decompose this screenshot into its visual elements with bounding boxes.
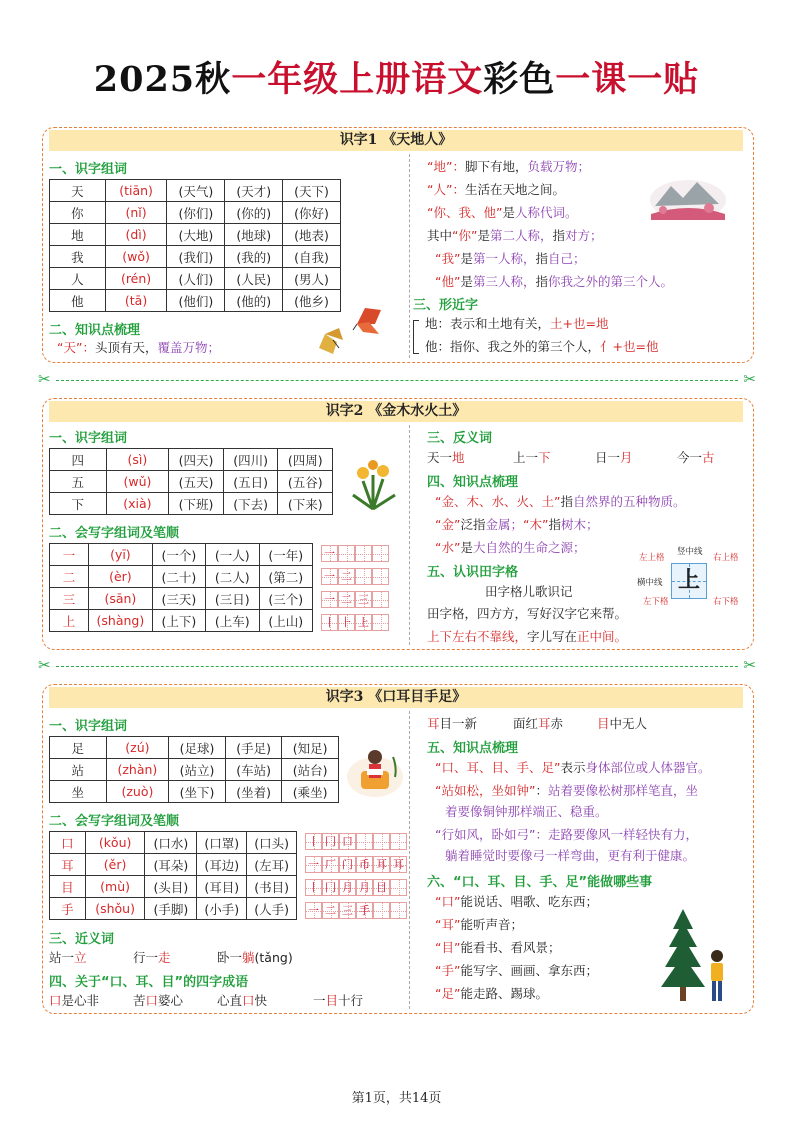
stroke-order-grid	[305, 902, 407, 919]
stroke-cell	[390, 902, 407, 919]
word-table	[49, 179, 341, 312]
table-row	[50, 471, 333, 493]
word-cell: (地表)	[283, 224, 341, 246]
word-cell: (上山)	[259, 610, 312, 632]
stroke-cell	[355, 545, 372, 562]
table-row	[50, 898, 297, 920]
table-row	[50, 180, 341, 202]
pinyin-cell: (zú)	[106, 737, 169, 759]
knowledge-line: “他”是第三人称，指你我之外的第三个人。	[435, 274, 674, 289]
lesson-3-heading: 识字3 《口耳目手足》	[49, 687, 743, 708]
stroke-cell	[305, 902, 322, 919]
scissors-icon: ✂	[38, 656, 51, 674]
pinyin-cell: (mù)	[85, 876, 145, 898]
idiom: 面红耳赤	[513, 716, 564, 731]
stroke-order-grid	[321, 545, 389, 562]
section-heading: 一、识字组词	[49, 162, 128, 177]
section-heading: 四、关于“口、耳、目”的四字成语	[49, 975, 249, 990]
stroke-char: 三	[358, 593, 369, 606]
pinyin-cell: (wǒ)	[105, 246, 167, 268]
column-divider	[409, 711, 410, 1009]
word-cell: (耳目)	[197, 876, 247, 898]
word-cell: (人民)	[225, 268, 283, 290]
stroke-cell	[339, 833, 356, 850]
stroke-char: 币	[359, 858, 370, 871]
word-cell: (我们)	[167, 246, 225, 268]
antonym: 今一古	[677, 450, 715, 465]
stroke-cell	[305, 856, 322, 873]
stroke-char: 耳	[393, 858, 404, 871]
word-cell: (三日)	[206, 588, 259, 610]
lesson-1-heading: 识字1 《天地人》	[49, 130, 743, 151]
word-cell: (耳朵)	[145, 854, 197, 876]
table-row	[50, 588, 313, 610]
ability-line: “足”能走路、踢球。	[435, 986, 548, 1001]
pinyin-cell: (shǒu)	[85, 898, 145, 920]
pinyin-cell: (tā)	[105, 290, 167, 312]
section-heading: 六、“口、耳、目、手、足”能做哪些事	[427, 875, 653, 890]
char-cell: 站	[50, 759, 107, 781]
idiom: 口是心非	[49, 993, 100, 1008]
knowledge-line: “水”是大自然的生命之源；	[435, 540, 586, 555]
stroke-cell	[372, 614, 389, 631]
char-cell: 足	[50, 737, 107, 759]
word-cell: (天气)	[167, 180, 225, 202]
knowledge-line: “天”：头顶有天，覆盖万物；	[57, 340, 220, 355]
table-row	[50, 832, 297, 854]
char-cell: 下	[50, 493, 107, 515]
stroke-cell	[356, 902, 373, 919]
stroke-char: 一	[324, 570, 335, 583]
word-cell: (一人)	[206, 544, 259, 566]
idiom: 苦口婆心	[133, 993, 184, 1008]
stroke-cell	[321, 591, 338, 608]
word-cell: (坐下)	[169, 781, 226, 803]
ability-line: “目”能看书、看风景；	[435, 940, 561, 955]
word-cell: (三天)	[152, 588, 205, 610]
stroke-cell	[321, 568, 338, 585]
word-cell: (二人)	[206, 566, 259, 588]
word-cell: (天才)	[225, 180, 283, 202]
table-row	[50, 566, 313, 588]
section-heading: 三、反义词	[427, 431, 493, 446]
cut-line	[38, 656, 756, 674]
section-heading: 五、认识田字格	[427, 565, 519, 580]
stroke-cell	[338, 591, 355, 608]
word-cell: (口头)	[247, 832, 297, 854]
section-heading: 二、会写字组词及笔顺	[49, 526, 180, 541]
word-cell: (第二)	[259, 566, 312, 588]
stroke-char: 一	[308, 858, 319, 871]
stroke-char: 冂	[325, 881, 336, 894]
pinyin-cell: (shàng)	[89, 610, 153, 632]
table-row	[50, 610, 313, 632]
page-title: 2025秋一年级上册语文彩色一课一贴	[93, 59, 700, 100]
stroke-char: 一	[308, 904, 319, 917]
stroke-cell	[355, 614, 372, 631]
lesson-3-card	[42, 684, 754, 1014]
similar-char-line: 地：表示和土地有关，土+也=地	[425, 316, 609, 331]
table-row	[50, 544, 313, 566]
idiom: 耳目一新	[427, 716, 478, 731]
pinyin-cell: (xià)	[106, 493, 169, 515]
write-table	[49, 543, 313, 632]
stroke-cell	[322, 879, 339, 896]
word-cell: (一个)	[152, 544, 205, 566]
rhyme-line: 上下左右不靠线，字儿写在正中间。	[427, 629, 628, 644]
column-divider	[409, 425, 410, 645]
word-cell: (下来)	[278, 493, 333, 515]
pinyin-cell: (zhàn)	[106, 759, 169, 781]
stroke-cell	[322, 856, 339, 873]
word-cell: (自我)	[283, 246, 341, 268]
table-row	[50, 449, 333, 471]
stroke-cell	[390, 879, 407, 896]
stroke-char: 耳	[376, 858, 387, 871]
stroke-cell	[339, 856, 356, 873]
stroke-char: 二	[341, 593, 352, 606]
word-cell: (五日)	[223, 471, 278, 493]
word-cell: (足球)	[169, 737, 226, 759]
char-cell: 三	[50, 588, 89, 610]
knowledge-line: 着要像铜钟那样端正、稳重。	[445, 804, 608, 819]
table-row	[50, 876, 297, 898]
rhyme-title: 田字格儿歌识记	[485, 584, 573, 599]
word-cell: (四川)	[223, 449, 278, 471]
stroke-char: 门	[342, 858, 353, 871]
stroke-order-grid	[321, 591, 389, 608]
word-cell: (你好)	[283, 202, 341, 224]
cut-line	[38, 370, 756, 388]
word-cell: (男人)	[283, 268, 341, 290]
stroke-cell	[390, 833, 407, 850]
stroke-cell	[372, 568, 389, 585]
pinyin-cell: (zuò)	[106, 781, 169, 803]
stroke-cell	[356, 879, 373, 896]
char-cell: 四	[50, 449, 107, 471]
char-cell: 地	[50, 224, 106, 246]
table-row	[50, 202, 341, 224]
girl-reading-icon	[345, 737, 405, 799]
stroke-char: 丨	[324, 616, 335, 629]
word-cell: (口水)	[145, 832, 197, 854]
stroke-char: 二	[341, 570, 352, 583]
section-heading: 四、知识点梳理	[427, 475, 519, 490]
word-cell: (人手)	[247, 898, 297, 920]
flower-icon	[343, 451, 403, 511]
stroke-cell	[356, 856, 373, 873]
stroke-cell	[372, 591, 389, 608]
stroke-char: 手	[359, 904, 370, 917]
butterfly-icon	[317, 304, 387, 356]
scissors-icon: ✂	[38, 370, 51, 388]
idiom: 一目十行	[313, 993, 364, 1008]
section-heading: 一、识字组词	[49, 719, 128, 734]
word-cell: (你们)	[167, 202, 225, 224]
antonym: 上一下	[513, 450, 551, 465]
pine-tree-icon	[659, 907, 707, 1003]
knowledge-line: “我”是第一人称，指自己；	[435, 251, 586, 266]
idiom: 目中无人	[597, 716, 648, 731]
knowledge-line: “人”：生活在天地之间。	[427, 182, 565, 197]
table-row	[50, 246, 341, 268]
child-icon	[707, 949, 727, 1005]
stroke-order-grid	[305, 879, 407, 896]
word-cell: (五天)	[169, 471, 224, 493]
pinyin-cell: (sān)	[89, 588, 153, 610]
word-cell: (站台)	[282, 759, 339, 781]
stroke-cell	[305, 879, 322, 896]
stroke-cell	[338, 568, 355, 585]
word-cell: (书目)	[247, 876, 297, 898]
char-cell: 他	[50, 290, 106, 312]
word-cell: (下去)	[223, 493, 278, 515]
table-row	[50, 854, 297, 876]
knowledge-line: “行如风，卧如弓”：走路要像风一样轻快有力，	[435, 827, 698, 842]
pinyin-cell: (nǐ)	[105, 202, 167, 224]
ability-line: “口”能说话、唱歌、吃东西；	[435, 894, 598, 909]
char-cell: 天	[50, 180, 106, 202]
knowledge-line: “你、我、他”是人称代词。	[427, 205, 578, 220]
synonym: 站一立	[49, 950, 87, 965]
word-cell: (他的)	[225, 290, 283, 312]
column-divider	[409, 154, 410, 358]
landscape-icon	[649, 174, 727, 222]
word-cell: (一年)	[259, 544, 312, 566]
stroke-cell	[305, 833, 322, 850]
stroke-cell	[373, 833, 390, 850]
synonym: 行一走	[133, 950, 171, 965]
stroke-char: 一	[324, 547, 335, 560]
stroke-char: 一	[324, 593, 335, 606]
lesson-2-card: 识字2 《金木水火土》 一、识字组词 四 (sì) (四天) (四川) (四周) 五 (wǔ) (五天) (五日) (五谷) 下 (xià) (下班) (下去) (下来) 二、会写字组词及笔顺 一 (yī) (一个) (一人) (一年) 二 (èr) (二十) (二人) (第二) 三 (sān) (三天) (三日) (三个) 上 (shàng) (上下) (上车) (上山) 一 一 二 一 二 三 丨 ⺊ 上 三、反义词 天一地 上一下 日一月 今一古 四、知识点梳理 “金、木、水、火、土”指自然界的五种物质。 “金”泛指金属；“木”指树木； “水”是大自然的生命之源； 五、认识田字格 田字格儿歌识记 田字格，四方方，写好汉字它来帮。 上下左右不靠线，字儿写在正中间。 竖中线 左上格 右上格 横中线 上 左下格 右下格	[42, 398, 754, 650]
char-cell: 口	[50, 832, 86, 854]
pinyin-cell: (wǔ)	[106, 471, 169, 493]
word-cell: (地球)	[225, 224, 283, 246]
word-cell: (二十)	[152, 566, 205, 588]
section-heading: 一、识字组词	[49, 431, 128, 446]
knowledge-line: “金、木、水、火、土”指自然界的五种物质。	[435, 494, 686, 509]
section-heading: 二、会写字组词及笔顺	[49, 814, 180, 829]
word-cell: (车站)	[225, 759, 282, 781]
stroke-char: 冂	[325, 835, 336, 848]
stroke-cell	[321, 545, 338, 562]
table-row	[50, 290, 341, 312]
word-cell: (下班)	[169, 493, 224, 515]
table-row	[50, 268, 341, 290]
ability-line: “手”能写字、画画、拿东西；	[435, 963, 598, 978]
word-cell: (大地)	[167, 224, 225, 246]
stroke-char: 厂	[325, 858, 336, 871]
char-cell: 目	[50, 876, 86, 898]
stroke-cell	[338, 545, 355, 562]
stroke-order-grid	[305, 833, 407, 850]
stroke-order-grid	[305, 856, 407, 873]
stroke-char: 上	[358, 616, 369, 629]
stroke-order-grid	[321, 614, 389, 631]
section-heading: 三、形近字	[413, 298, 479, 313]
stroke-cell	[390, 856, 407, 873]
knowledge-line: “金”泛指金属；“木”指树木；	[435, 517, 599, 532]
stroke-cell	[373, 879, 390, 896]
stroke-cell	[372, 545, 389, 562]
stroke-cell	[355, 568, 372, 585]
scissors-icon: ✂	[743, 370, 756, 388]
stroke-cell	[356, 833, 373, 850]
stroke-cell	[355, 591, 372, 608]
pinyin-cell: (sì)	[106, 449, 169, 471]
word-cell: (手足)	[225, 737, 282, 759]
word-cell: (口罩)	[197, 832, 247, 854]
knowledge-line: “口、耳、目、手、足”表示身体部位或人体器官。	[435, 760, 711, 775]
stroke-char: 丨	[308, 835, 319, 848]
word-cell: (手脚)	[145, 898, 197, 920]
write-table	[49, 831, 297, 920]
stroke-char: 月	[342, 881, 353, 894]
synonym: 卧一躺(tǎng)	[217, 950, 293, 965]
stroke-cell	[322, 833, 339, 850]
word-cell: (坐着)	[225, 781, 282, 803]
stroke-char: 丨	[308, 881, 319, 894]
stroke-cell	[339, 902, 356, 919]
word-cell: (他乡)	[283, 290, 341, 312]
lesson-2-heading: 识字2 《金木水火土》	[49, 401, 743, 422]
similar-char-line: 他：指你、我之外的第三个人，亻+也=他	[425, 339, 659, 354]
section-heading: 三、近义词	[49, 932, 115, 947]
section-heading: 五、知识点梳理	[427, 741, 519, 756]
pinyin-cell: (rén)	[105, 268, 167, 290]
char-cell: 坐	[50, 781, 107, 803]
stroke-cell	[373, 902, 390, 919]
word-cell: (三个)	[259, 588, 312, 610]
pinyin-cell: (ěr)	[85, 854, 145, 876]
char-cell: 二	[50, 566, 89, 588]
lesson-1-card	[42, 127, 754, 363]
knowledge-line: 其中“你”是第二人称，指对方；	[427, 228, 603, 243]
stroke-char: ⺊	[341, 616, 352, 629]
knowledge-line: 躺着睡觉时要像弓一样弯曲，更有利于健康。	[445, 848, 696, 863]
char-cell: 上	[50, 610, 89, 632]
stroke-char: 月	[359, 881, 370, 894]
table-row	[50, 737, 339, 759]
char-cell: 一	[50, 544, 89, 566]
section-heading: 二、知识点梳理	[49, 323, 141, 338]
word-cell: (站立)	[169, 759, 226, 781]
pinyin-cell: (èr)	[89, 566, 153, 588]
stroke-cell	[321, 614, 338, 631]
brace	[413, 320, 419, 354]
knowledge-line: “地”：脚下有地，负载万物；	[427, 159, 590, 174]
word-cell: (天下)	[283, 180, 341, 202]
stroke-cell	[338, 614, 355, 631]
stroke-char: 二	[325, 904, 336, 917]
stroke-cell	[339, 879, 356, 896]
char-cell: 你	[50, 202, 106, 224]
rhyme-line: 田字格，四方方，写好汉字它来帮。	[427, 606, 628, 621]
char-cell: 我	[50, 246, 106, 268]
knowledge-line: “站如松，坐如钟”：站着要像松树那样笔直，坐	[435, 783, 698, 798]
table-row	[50, 224, 341, 246]
word-cell: (四周)	[278, 449, 333, 471]
table-row	[50, 493, 333, 515]
word-cell: (头目)	[145, 876, 197, 898]
word-cell: (他们)	[167, 290, 225, 312]
word-cell: (乘坐)	[282, 781, 339, 803]
pinyin-cell: (tiān)	[105, 180, 167, 202]
word-cell: (小手)	[197, 898, 247, 920]
word-cell: (左耳)	[247, 854, 297, 876]
ability-line: “耳”能听声音；	[435, 917, 523, 932]
pinyin-cell: (dì)	[105, 224, 167, 246]
word-cell: (上车)	[206, 610, 259, 632]
table-row	[50, 781, 339, 803]
table-row	[50, 759, 339, 781]
word-cell: (知足)	[282, 737, 339, 759]
char-cell: 五	[50, 471, 107, 493]
antonym: 天一地	[427, 450, 465, 465]
char-cell: 人	[50, 268, 106, 290]
word-cell: (上下)	[152, 610, 205, 632]
stroke-char: 三	[342, 904, 353, 917]
stroke-cell	[322, 902, 339, 919]
word-cell: (四天)	[169, 449, 224, 471]
pinyin-cell: (kǒu)	[85, 832, 145, 854]
pinyin-cell: (yī)	[89, 544, 153, 566]
char-cell: 手	[50, 898, 86, 920]
word-cell: (耳边)	[197, 854, 247, 876]
word-cell: (人们)	[167, 268, 225, 290]
idiom: 心直口快	[217, 993, 268, 1008]
stroke-char: 口	[342, 835, 353, 848]
word-cell: (我的)	[225, 246, 283, 268]
stroke-char: 目	[376, 881, 387, 894]
word-cell: (五谷)	[278, 471, 333, 493]
stroke-cell	[373, 856, 390, 873]
antonym: 日一月	[595, 450, 633, 465]
stroke-order-grid	[321, 568, 389, 585]
word-cell: (你的)	[225, 202, 283, 224]
char-cell: 耳	[50, 854, 86, 876]
scissors-icon: ✂	[743, 656, 756, 674]
word-table	[49, 736, 339, 803]
page-footer: 第1页，共14页	[351, 1091, 442, 1106]
word-table	[49, 448, 333, 515]
